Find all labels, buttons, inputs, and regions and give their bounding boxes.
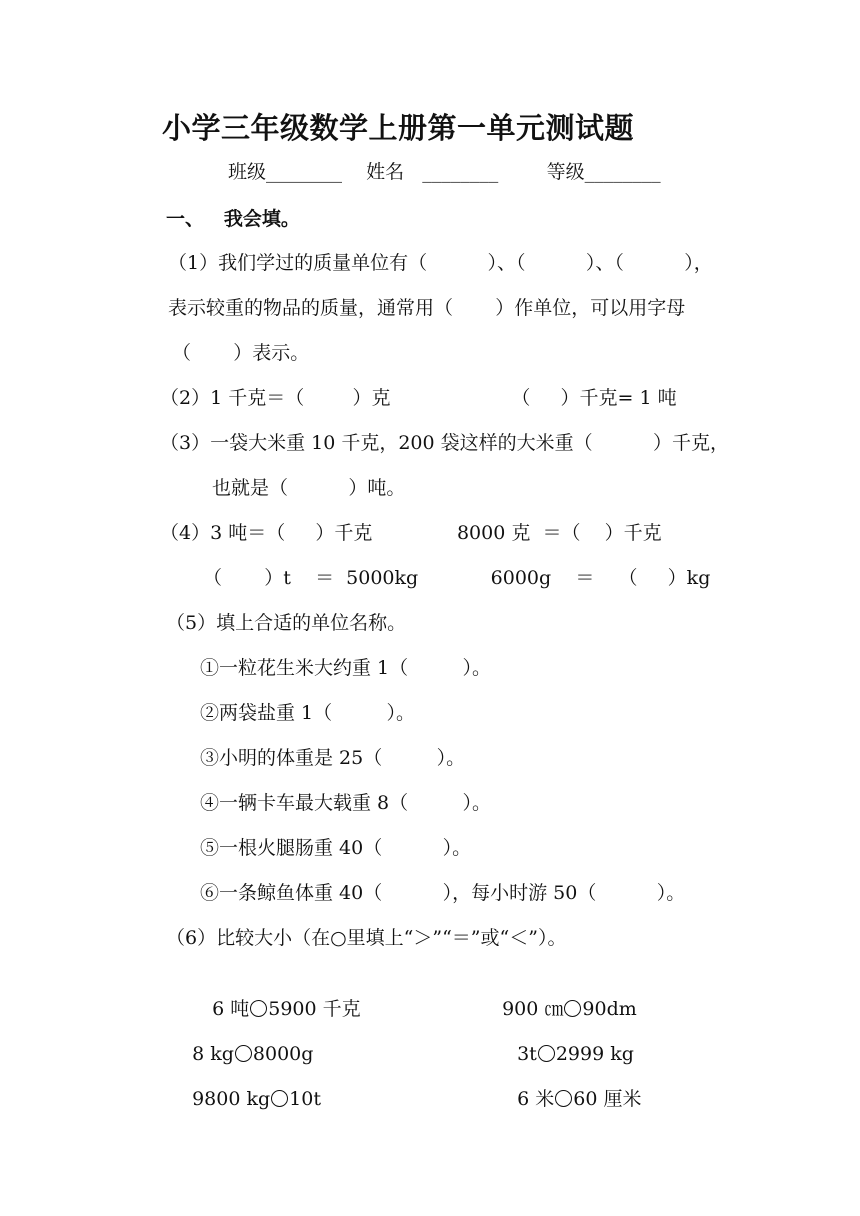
question-1-line-2: 表示较重的物品的质量，通常用（ ）作单位，可以用字母 (168, 297, 686, 319)
comparison-right: 2999 kg (555, 1043, 634, 1065)
comparison-circle[interactable] (250, 1000, 267, 1017)
question-1-line-3: （ ）表示。 (172, 342, 310, 364)
comparison-left: 6 米 (517, 1088, 555, 1110)
comparison-right: 10t (289, 1088, 321, 1110)
comparison-circle[interactable] (555, 1090, 572, 1107)
question-6-heading: （6）比较大小（在○里填上“＞”“＝”或“＜”）。 (166, 927, 567, 949)
comparison-item (180, 1063, 321, 1111)
section-heading-1: 一、 我会填。 (166, 208, 300, 230)
question-5-item-6: ⑥一条鲸鱼体重 40（ ），每小时游 50（ ）。 (200, 882, 686, 904)
question-5-item-4: ④一辆卡车最大载重 8（ ）。 (200, 792, 491, 814)
comparison-item (180, 1018, 313, 1066)
page-title: 小学三年级数学上册第一单元测试题 (162, 111, 635, 145)
question-5-item-1: ①一粒花生米大约重 1（ ）。 (200, 657, 491, 679)
comparison-left: 900 ㎝ (502, 998, 564, 1020)
question-3-line-2: 也就是（ ）吨。 (212, 477, 406, 499)
question-3-line-1: （3）一袋大米重 10 千克，200 袋这样的大米重（ ）千克， (160, 432, 730, 454)
comparison-item (200, 973, 361, 1021)
comparison-item (505, 1063, 641, 1111)
comparison-left: 9800 kg (192, 1088, 271, 1110)
comparison-left: 3t (517, 1043, 537, 1065)
comparison-circle[interactable] (538, 1045, 555, 1062)
question-4-line-2: （ ）t ＝ 5000kg 6000g ＝ （ ）kg (203, 567, 711, 589)
comparison-circle[interactable] (235, 1045, 252, 1062)
comparison-item (505, 1018, 634, 1066)
comparison-left: 6 吨 (212, 998, 250, 1020)
comparison-right: 90dm (582, 998, 637, 1020)
comparison-item (490, 973, 637, 1021)
comparison-circle[interactable] (271, 1090, 288, 1107)
question-1-line-1: （1）我们学过的质量单位有（ ）、（ ）、（ ）， (168, 252, 713, 274)
question-5-item-5: ⑤一根火腿肠重 40（ ）。 (200, 837, 472, 859)
comparison-right: 60 厘米 (573, 1088, 642, 1110)
question-2: （2）1 千克＝（ ）克 （ ）千克= 1 吨 (160, 387, 677, 409)
student-info-line: 班级________ 姓名 ________ 等级________ (228, 161, 661, 183)
question-5-heading: （5）填上合适的单位名称。 (166, 612, 407, 634)
comparison-circle[interactable] (564, 1000, 581, 1017)
question-4-line-1: （4）3 吨＝（ ）千克 8000 克 ＝（ ）千克 (160, 522, 662, 544)
comparison-left: 8 kg (192, 1043, 234, 1065)
comparison-right: 8000g (252, 1043, 314, 1065)
comparison-right: 5900 千克 (268, 998, 361, 1020)
question-5-item-3: ③小明的体重是 25（ ）。 (200, 747, 466, 769)
question-5-item-2: ②两袋盐重 1（ ）。 (200, 702, 415, 724)
